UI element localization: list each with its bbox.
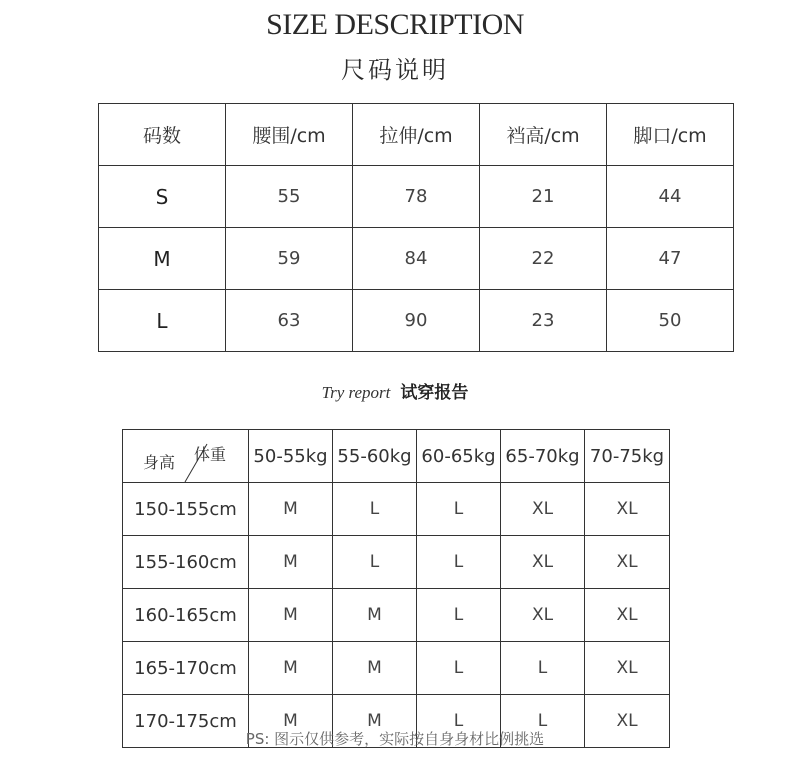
size-cell: M <box>249 589 333 642</box>
hem-value: 44 <box>607 166 734 228</box>
size-cell: L <box>333 536 417 589</box>
size-table-header-row <box>99 104 734 166</box>
size-cell: XL <box>585 642 670 695</box>
table-row <box>123 536 670 589</box>
size-cell: XL <box>501 589 585 642</box>
size-cell: M <box>333 695 417 748</box>
size-cell: M <box>249 642 333 695</box>
try-report-heading <box>0 378 790 403</box>
size-cell: XL <box>585 483 670 536</box>
size-table <box>98 103 734 352</box>
stretch-value: 78 <box>353 166 480 228</box>
size-header-stretch: 拉伸/cm <box>353 104 480 166</box>
try-report-en: Try report <box>321 383 391 402</box>
corner-weight-label: 体重 <box>193 445 226 464</box>
page-title-cn: 尺码说明 <box>341 56 449 84</box>
waist-value: 63 <box>226 290 353 352</box>
height-range: 160-165cm <box>123 589 249 642</box>
rise-value: 23 <box>480 290 607 352</box>
size-cell: XL <box>501 536 585 589</box>
size-cell: XL <box>585 589 670 642</box>
size-cell: L <box>501 695 585 748</box>
weight-header: 50-55kg <box>249 430 333 483</box>
waist-value: 59 <box>226 228 353 290</box>
size-cell: M <box>249 695 333 748</box>
size-cell: L <box>333 483 417 536</box>
table-row <box>99 166 734 228</box>
weight-header: 70-75kg <box>585 430 670 483</box>
rise-value: 21 <box>480 166 607 228</box>
size-code: S <box>99 166 226 228</box>
height-range: 155-160cm <box>123 536 249 589</box>
fit-table-header-row <box>123 430 670 483</box>
table-row <box>99 228 734 290</box>
weight-header: 65-70kg <box>501 430 585 483</box>
size-code: L <box>99 290 226 352</box>
size-cell: XL <box>501 483 585 536</box>
size-cell: L <box>417 642 501 695</box>
height-range: 150-155cm <box>123 483 249 536</box>
size-cell: XL <box>585 695 670 748</box>
table-row <box>123 589 670 642</box>
fit-corner-cell <box>123 430 249 483</box>
corner-height-label: 身高 <box>143 453 176 472</box>
height-range: 170-175cm <box>123 695 249 748</box>
weight-header: 55-60kg <box>333 430 417 483</box>
hem-value: 47 <box>607 228 734 290</box>
size-cell: L <box>417 589 501 642</box>
stretch-value: 90 <box>353 290 480 352</box>
size-cell: L <box>501 642 585 695</box>
size-cell: L <box>417 483 501 536</box>
size-header-waist: 腰围/cm <box>226 104 353 166</box>
weight-header: 60-65kg <box>417 430 501 483</box>
rise-value: 22 <box>480 228 607 290</box>
page-title-en: SIZE DESCRIPTION <box>266 8 524 41</box>
size-cell: XL <box>585 536 670 589</box>
table-row <box>123 642 670 695</box>
size-cell: L <box>417 695 501 748</box>
diagonal-divider <box>123 430 248 482</box>
size-cell: L <box>417 536 501 589</box>
table-row <box>99 290 734 352</box>
size-cell: M <box>333 589 417 642</box>
size-header-code: 码数 <box>99 104 226 166</box>
size-cell: M <box>249 483 333 536</box>
try-report-cn: 试穿报告 <box>400 383 469 403</box>
footnote: PS: 图示仅供参考，实际按自身身材比例挑选 <box>245 730 545 748</box>
table-row <box>123 483 670 536</box>
size-cell: M <box>333 642 417 695</box>
size-header-hem: 脚口/cm <box>607 104 734 166</box>
waist-value: 55 <box>226 166 353 228</box>
size-header-rise: 裆高/cm <box>480 104 607 166</box>
size-code: M <box>99 228 226 290</box>
stretch-value: 84 <box>353 228 480 290</box>
hem-value: 50 <box>607 290 734 352</box>
size-cell: M <box>249 536 333 589</box>
fit-table <box>122 429 670 748</box>
height-range: 165-170cm <box>123 642 249 695</box>
